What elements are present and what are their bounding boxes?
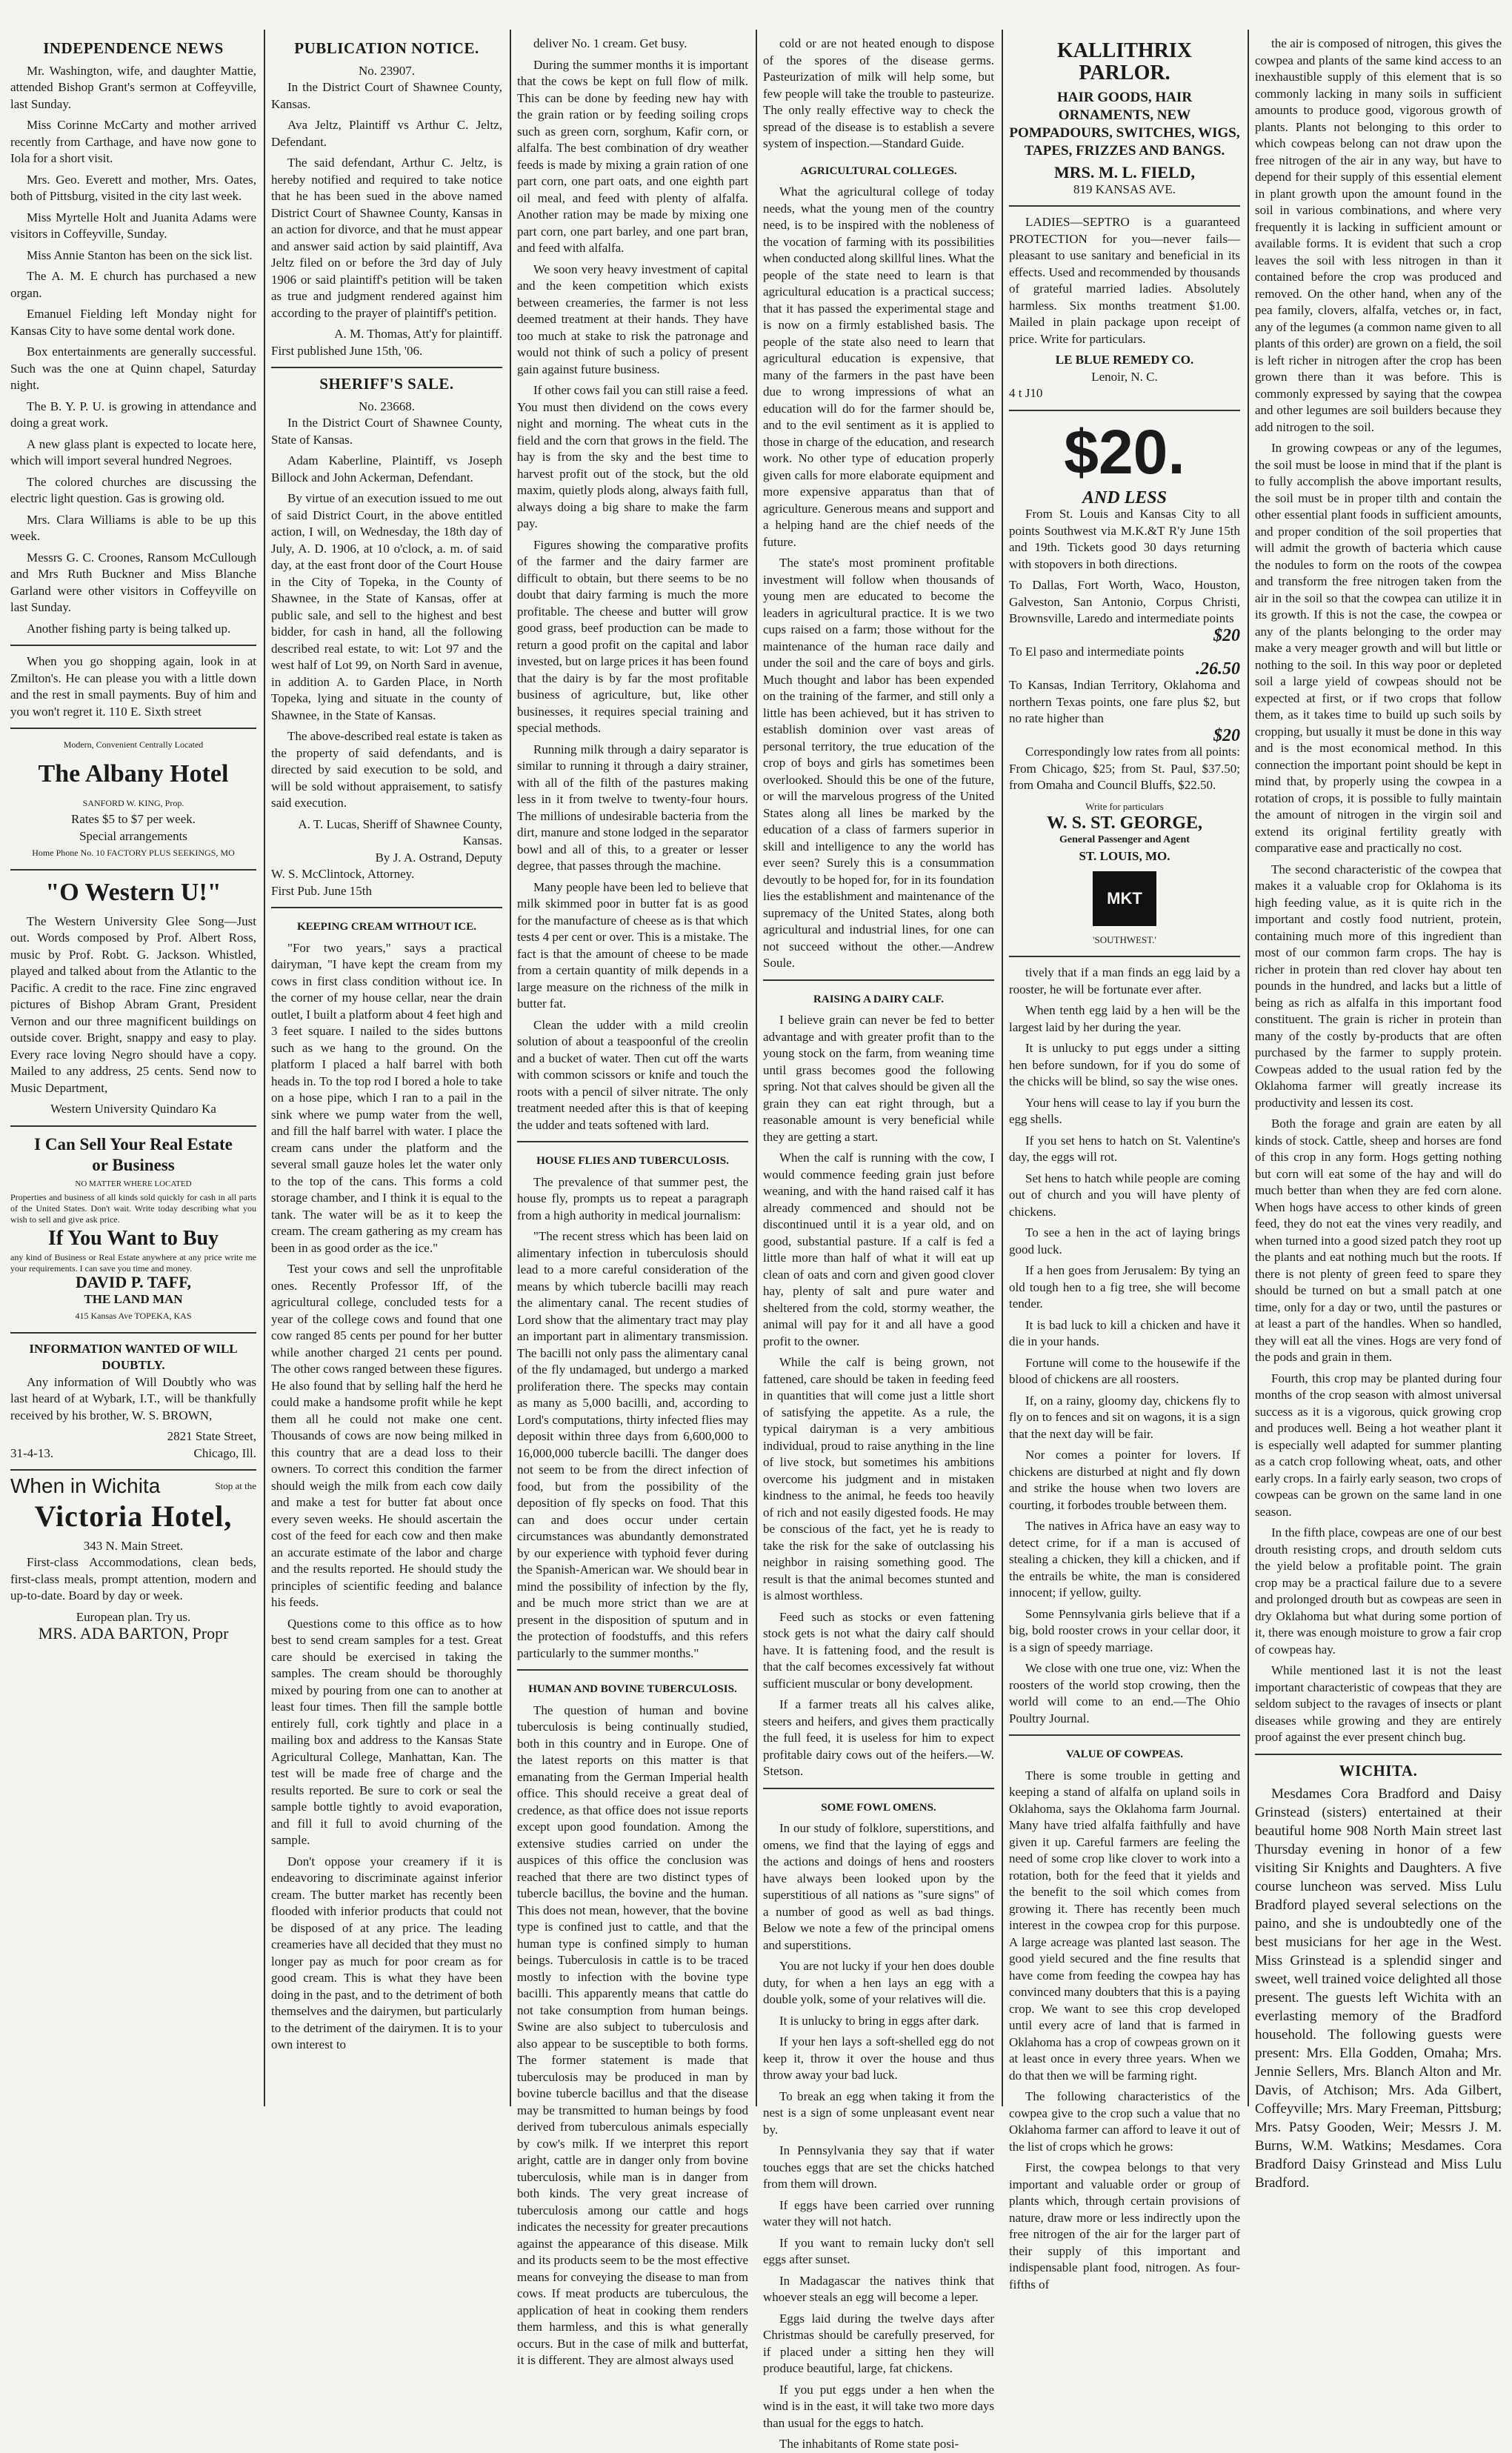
divider xyxy=(1009,956,1240,957)
article-paragraph: You are not lucky if your hen does double duty, for when a hen lays an egg with a double yolk, some of your relatives will die. xyxy=(763,1959,994,2006)
article-paragraph: If a farmer treats all his calves alike, steers and heifers, and gives them practically the full feed, it is useless for him to expect profitable dairy cows out of the heifers.—W. Stetson. xyxy=(763,1697,994,1778)
article-paragraph: I believe grain can never be fed to better advantage and with greater profit than to the young stock on the farm, from weaning time until grass becomes good the following spring. Not that calves should be given all the grain they can eat right through, but a reasonable amount is very beneficial while they are getting a start. xyxy=(763,1013,994,1144)
news-item: Mr. Washington, wife, and daughter Mattie, attended Bishop Grant's sermon at Coffeyville, last Sunday. xyxy=(10,63,256,111)
ad-city: Chicago, Ill. xyxy=(193,1445,256,1460)
ad-code: 31-4-13. xyxy=(10,1445,54,1460)
ad-tagline: Modern, Convenient Centrally Located xyxy=(63,739,204,750)
route-1-price: $20 xyxy=(1213,625,1240,645)
article-paragraph: During the summer months it is important that the cows be kept on full flow of milk. This can be done by feeding new hay with the grain ration or by feeding soiling crops such as green corn, sorghum, Kafir corn, or alfalfa. The best combination of dry weather feeds is made by mixing a grain ration of one part corn, one part oats, and one eighth part oil meal, and feed with plenty of alfalfa. Another ration may be made by mixing one part corn, one part barley, and one part bran, and feed with alfalfa. xyxy=(517,57,748,255)
article-paragraph: The following characteristics of the cowpea give to the crop such a value that no Oklahoma farmer can afford to leave it out of the list of crops which he grows: xyxy=(1009,2089,1240,2154)
ad-address: 343 N. Main Street. xyxy=(83,1538,184,1553)
ad-stop: Stop at the xyxy=(215,1480,256,1491)
column-rule xyxy=(510,30,511,2106)
ad-firm: THE LAND MAN xyxy=(84,1291,183,1306)
ad-title: The Albany Hotel xyxy=(38,759,229,788)
ad-address: 2821 State Street, xyxy=(167,1429,256,1443)
ad-rates: Rates $5 to $7 per week. xyxy=(70,812,196,826)
news-item: Miss Corinne McCarty and mother arrived recently from Carthage, and have now gone to Iola for a short visit. xyxy=(10,118,256,165)
article-paragraph: We soon very heavy investment of capital and the keen competition which exists between creameries, the farmer is not less deemed treatment at their hands. They have too much at stake to risk the patronage and would not think of such a policy of present gain against future business. xyxy=(517,262,748,376)
article-paragraph: the air is composed of nitrogen, this gives the cowpea and plants of the same kind access to an inexhaustible supply of this element that is so commonly lacking in many soils in sufficient amounts to produce good, vigorous growth of plants. Plants not belonging to this order to which cowpeas belong can not draw upon the free nitrogen of the air in any way, but have to depend for their supply of this essential element in plant growth upon the amount found in the soil in various combinations, and where very frequently it is lacking in sufficient amount or available forms. It is evident that such a crop leaves the soil with less nitrogen in than it contained before the crop was produced and removed. On the other hand, when any of the pea family, clovers, alfalfa, vetches or, in fact, any of the legumes (a common name given to all plants of this order) are grown on a field, the soil is left richer in nitrogen after the crop has been grown there than it was before. This is commonly expressed by saying that the cowpea and other legumes are soil builders because they add nitrogen to the soil. xyxy=(1255,36,1502,434)
article-paragraph: "For two years," says a practical dairyman, "I have kept the cream from my cows in first class condition without ice. In the corner of my house cellar, near the drain outlet, I built a platform about 4 feet high and 3 feet square. I nailed to the sides buttons such as we hang to the ground. On the platform I placed a half barrel with both heads in. To the top rod I bored a hole to take on a hose pipe, which I ran to a pail in the sink where we pump water from the well, and fill the half barrel with water. I place the cream cans under the platform and the several small gauze holes let the water only to the top of the cans. This forms a cold storage chamber, and I think it is equal to the tank. The water will be as it to keep the cream. The cream gathering as my cream has been in as good order as the ice." xyxy=(271,940,502,1255)
route-3: To Kansas, Indian Territory, Oklahoma and northern Texas points, one fare plus $2, but no rate higher than xyxy=(1009,678,1240,725)
article-paragraph: Fortune will come to the housewife if the blood of chickens are all roosters. xyxy=(1009,1355,1240,1386)
divider xyxy=(10,869,256,871)
column-6 xyxy=(1255,36,1502,2191)
article-paragraph: The second characteristic of the cowpea that makes it a valuable crop for Oklahoma is its high feeding value, as it is quite rich in the important and costly food nutrient, protein, containing much more of this ingredient than most of our common farm crops. The hay is richer in protein than red clover hay about ten pounds in the hundred, and lacks but a little of being as rich as alfalfa in this important food constituent. The grain is richer in protein than many of the costly by-products that are often purchased by the farmer to supply protein. Cowpeas added to the usual ration fed by the Oklahoma farmer will greatly increase its productivity and lessen its cost. xyxy=(1255,862,1502,1110)
news-item: Box entertainments are generally successful. Such was the one at Quinn chapel, Saturday night. xyxy=(10,345,256,392)
ad-special: Special arrangements xyxy=(79,828,187,843)
article-paragraph: Nor comes a pointer for lovers. If chickens are disturbed at night and fly down and strike the house when two lovers are courting, it forbodes trouble between them. xyxy=(1009,1448,1240,1512)
article-heading: RAISING A DAIRY CALF. xyxy=(813,993,944,1005)
divider xyxy=(271,367,502,368)
notice-attorney: W. S. McClintock, Attorney. xyxy=(271,867,415,881)
song-ad xyxy=(10,878,256,1118)
ad-text: The Western University Glee Song—Just out. Words composed by Prof. Albert Ross, music by Prof. Robt. G. Jackson. Whistled, played and talked about from the Atlantic to the Pacific. A credit to the race. Fine zinc engraved pictures of Bishop Abram Grant, President Vernon and our three magnificent buildings on outside cover. Bright, snappy and easy to play. Every race loving Negro should have a copy. Mailed to any address, 25 cents. Send now to Music Department, xyxy=(10,913,256,1095)
article-heading: KEEPING CREAM WITHOUT ICE. xyxy=(297,921,476,933)
section-heading: SHERIFF'S SALE. xyxy=(319,375,454,393)
divider xyxy=(10,1332,256,1334)
news-item: The A. M. E church has purchased a new organ. xyxy=(10,269,256,300)
column-3 xyxy=(517,36,748,2367)
article-paragraph: While mentioned last it is not the least important characteristic of cowpeas that they are seldom subject to the ravages of insects or plant diseases while growing and they are entirely proof against the ever present chinch bug. xyxy=(1255,1663,1502,1744)
news-item: Emanuel Fielding left Monday night for Kansas City to have some dental work done. xyxy=(10,307,256,338)
divider xyxy=(1009,205,1240,207)
news-item: A new glass plant is expected to locate here, which will import several hundred Negroes. xyxy=(10,436,256,467)
divider xyxy=(517,1669,748,1671)
article-paragraph: If you set hens to hatch on St. Valentine's day, the eggs will rot. xyxy=(1009,1133,1240,1164)
ad-text: First-class Accommodations, clean beds, first-class meals, prompt attention, modern and up-to-date. Board by day or week. xyxy=(10,1555,256,1602)
route-1: To Dallas, Fort Worth, Waco, Houston, Galveston, San Antonio, Corpus Christi, Brownsville, Laredo and intermediate points xyxy=(1009,578,1240,625)
news-item: Messrs G. C. Croones, Ransom McCullough and Mrs Ruth Buckner and Miss Blanche Garland were other visitors in Coffeyville on last Sunday. xyxy=(10,550,256,614)
article-paragraph: In Pennsylvania they say that if water touches eggs that are set the chicks hatched from them will drown. xyxy=(763,2143,994,2191)
news-item: The colored churches are discussing the electric light question. Gas is growing old. xyxy=(10,474,256,505)
column-rule xyxy=(756,30,757,2106)
notice-paragraph: Ava Jeltz, Plaintiff vs Arthur C. Jeltz, Defendant. xyxy=(271,118,502,149)
ad-proprietor: MRS. M. L. FIELD, xyxy=(1053,163,1196,182)
article-heading: AGRICULTURAL COLLEGES. xyxy=(800,164,957,177)
column-1 xyxy=(10,36,256,2103)
ad-proprietor: MRS. ADA BARTON, Propr xyxy=(38,1624,229,1642)
notice-date: First published June 15th, '06. xyxy=(271,343,423,358)
ad-company: LE BLUE REMEDY CO. xyxy=(1055,353,1194,367)
article-paragraph: Clean the udder with a mild creolin solution of about a teaspoonful of the creolin and a bucket of water. Then cut off the warts with common scissors or knife and touch the roots with a pencil of silver nitrate. The only treatment needed after this is that of keeping the udder and teats softened with lard. xyxy=(517,1017,748,1132)
ad-agent-title: General Passenger and Agent xyxy=(1059,833,1190,845)
ad-city: ST. LOUIS, MO. xyxy=(1079,849,1170,863)
ad-slogan: 'SOUTHWEST.' xyxy=(1093,933,1156,945)
article-paragraph: Set hens to hatch while people are coming out of church and you will have plenty of chickens. xyxy=(1009,1171,1240,1219)
ad-name: DAVID P. TAFF, xyxy=(75,1273,192,1291)
article-paragraph: tively that if a man finds an egg laid by a rooster, he will be fortunate ever after. xyxy=(1009,965,1240,996)
ad-proprietor: SANFORD W. KING, Prop. xyxy=(82,797,184,808)
ad-items: HAIR GOODS, HAIR ORNAMENTS, NEW POMPADOURS, SWITCHES, WIGS, TAPES, FRIZZES AND BANGS. xyxy=(1009,90,1240,159)
article-paragraph: Many people have been led to believe that milk skimmed poor in butter fat is as good for the manufacture of cheese as is that which tests 4 per cent or over. This is a mistake. The fact is that the amount of cheese to be made from a certain quantity of milk depends in a large measure on the richness of the milk in butter fat. xyxy=(517,879,748,1011)
ad-title: KALLITHRIX PARLOR. xyxy=(1056,39,1193,84)
divider xyxy=(763,979,994,981)
divider xyxy=(517,1141,748,1142)
article-heading: SOME FOWL OMENS. xyxy=(821,1801,936,1814)
ad-price: $20. xyxy=(1064,416,1185,487)
route-2-price: .26.50 xyxy=(1196,659,1240,679)
news-item: Mrs. Geo. Everett and mother, Mrs. Oates, both of Pittsburg, visited in the city last week. xyxy=(10,172,256,203)
ad-small: NO MATTER WHERE LOCATED xyxy=(75,1179,192,1188)
article-paragraph: "The recent stress which has been laid on alimentary infection in tuberculosis should lead to a more careful consideration of the means by which tubercle bacilli may reach the alimentary canal. The recent studies of Lord show that the alimentary tract may play an important part in alimentary transmission. The bacilli not only pass the alimentary canal of the fly undamaged, but undergo a marked proliferation there. The specks may contain as many as 5,000 bacilli, and, according to Lord's computations, thirty infected flies may deposit within three days from 6,600,000 to 16,000,000 tubercle bacilli. The danger does not seem to be from the direct infection of food, but from the possibility of the deposition of fly specks on food. That this can and does occur under certain circumstances was abundantly demonstrated by our experience with typhoid fever during the Spanish-American war. We should bear in mind the possibility of infection by the fly, and be much more strict than we are at present in the disposition of sputum and in the protection of foodstuffs, and this refers particularly to the summer months." xyxy=(517,1229,748,1660)
article-paragraph: Questions come to this office as to how best to send cream samples for a test. Great care should be exercised in taking the samples. The cream should be thoroughly mixed by pouring from one can to another at least four times. Then fill the sample bottle entirely full, cork tightly and place in a mailing box and address to the Kansas State Agricultural College, Manhattan, Kan. The test will be made free of charge and the results reported. Be sure to cork or seal the sample bottle tightly to avoid evaporation, and fill it full to avoid churning of the sample. xyxy=(271,1616,502,1847)
article-paragraph: While the calf is being grown, not fattened, care should be taken in feeding feed in quantities that will come just a little short of satisfying the appetite. As a rule, the typical dairyman is a very ambitious individual, proud to raise anything in the line of live stock, but sometimes his ambitions overcome his judgment and in mistaken kindness to the animal, he feeds too heavily of rich and not easily digested foods. He may be conscious of the fact, yet he is ready to take the risk for the sake of outclassing his neighbor in raising something good. The result is that the animal becomes stunted and is almost worthless. xyxy=(763,1355,994,1602)
article-paragraph: The inhabitants of Rome state posi- xyxy=(779,2437,959,2451)
article-paragraph: deliver No. 1 cream. Get busy. xyxy=(533,36,687,50)
article-paragraph: When the calf is running with the cow, I would commence feeding grain just before weaning, and with the hand raised calf it has already commenced and should not be discontinued until it is a year old, and on good, substantial pasture. If a calf is fed a little more than half of what it will eat up clean of oats and corn and given good clover hay, plenty of salt and pure water and sheltered from the cold, stormy weather, the animal will pay for it and all have a good profit to the owner. xyxy=(763,1151,994,1348)
article-paragraph: Feed such as stocks or even fattening stock gets is not what the dairy calf should have. It is fattening food, and the result is that the calf becomes excessively fat without sufficient muscular or bony development. xyxy=(763,1609,994,1691)
article-paragraph: Eggs laid during the twelve days after Christmas should be carefully preserved, for if placed under a sitting hen they will produce beautiful, large, fat chickens. xyxy=(763,2311,994,2375)
notice-number: No. 23907. xyxy=(358,63,416,78)
article-paragraph: The state's most prominent profitable investment will follow when thousands of young men are educated to become the leaders in agricultural practice. It is we two cups raised on a farm; those without for the maintenance of the human race daily and under the soil and the care of boys and girls. Much thought and labor has been expended on the training of the farmer, and still only a little has been achieved, but it has striven to establish dominion over vast areas of personal territory, the true education of the crop of boys and girls has sometimes been overlooked. Should this be one of the future, or will the marvelous progress of the United States along all lines be marked by the education of a class of farmers superior in skill and intelligence to any the world has ever seen? Surely this is a consummation devoutly to be hoped for, for in its foundation lies the establishment and maintenance of the supremacy of the United States, along both agricultural and industrial lines, for one can not succeed without the other.—Andrew Soule. xyxy=(763,556,994,970)
notice-paragraph: Adam Kaberline, Plaintiff, vs Joseph Billock and John Ackerman, Defendant. xyxy=(271,453,502,485)
news-item: The B. Y. P. U. is growing in attendance and doing a great work. xyxy=(10,399,256,430)
ad-title: Victoria Hotel, xyxy=(34,1499,233,1533)
divider xyxy=(10,728,256,729)
section-heading: INDEPENDENCE NEWS xyxy=(43,39,224,57)
mkt-logo-icon: MKT xyxy=(1093,871,1156,926)
victoria-hotel-ad xyxy=(10,1474,256,1642)
ad-code: 4 t J10 xyxy=(1009,386,1043,400)
notice-deputy: By J. A. Ostrand, Deputy xyxy=(375,850,502,865)
article-paragraph: The prevalence of that summer pest, the house fly, prompts us to repeat a paragraph from a high authority in medical journalism: xyxy=(517,1174,748,1222)
news-item: Another fishing party is being talked up. xyxy=(27,621,231,636)
notice-signature: A. M. Thomas, Att'y for plaintiff. xyxy=(334,327,502,341)
article-paragraph: Both the forage and grain are eaten by all kinds of stock. Cattle, sheep and horses are fond of this crop in any form. Hogs getting nothing but corn will eat some of the hay and will do much better than when they are fed corn alone. When hogs have access to other kinds of green feed, they do not eat the vines very readily, and when turned into a good sized patch they root up the plants and eat nothing much but the roots. If there is not plenty of green feed to spare they should be turned on but a small patch at one time, only for a day or two, until the pastures or at least a part of the handles. When so handled, they will eat all the vines. Hogs are very fond of the pods and grain in them. xyxy=(1255,1116,1502,1364)
ad-write: Write for particulars xyxy=(1085,800,1164,812)
article-paragraph: There is some trouble in getting and keeping a stand of alfalfa on upland soils in Oklahoma, says the Oklahoma farm Journal. Many have tried alfalfa faithfully and have given it up. Careful farmers are feeling the need of some crop like clover to work into a rotation, both for the feed that it yields and the benefit to the soil which comes from growing it. There has recently been much interest in the cowpea crop for this purpose. A large acreage was planted last season. The good yield secured and the fine results that have come from feeding the cowpea hay has convinced many doubters that this is a paying crop. We want to see this crop developed until every acre of land that is farmed in Oklahoma has a crop of cowpeas grown on it at least once in every three years. When we do that then we will be farming right. xyxy=(1009,1768,1240,2083)
article-paragraph: Test your cows and sell the unprofitable ones. Recently Professor Iff, of the agricultural college, concluded tests for a year of the college cows and found that one cow ranged 85 cents per pound for her butter while another charged 21 cents per pound. The other cows ranged between these figures. He also found that by selling half the herd he could make a handsome profit while he kept them all he could not make one cent. Thousands of cows are now being milked in this country that are a dead loss to their owners. To correct this condition the farmer should weigh the milk from each cow daily and make a test for butter fat about once every seven weeks. He should ascertain the cost of the feed for each cow and then make an accurate estimate of the labor and charge and the results reported. He should study the principles of scientific feeding and balance his feeds. xyxy=(271,1262,502,1609)
article-paragraph: To see a hen in the act of laying brings good luck. xyxy=(1009,1225,1240,1257)
notice-paragraph: In the District Court of Shawnee County, State of Kansas. xyxy=(271,416,502,447)
column-2 xyxy=(271,36,502,2103)
article-paragraph: The natives in Africa have an easy way to detect crime, for if a man is accused of stealing a chicken, they kill a chicken, and if the entrails be white, the man is considered innocent; if yellow, guilty. xyxy=(1009,1519,1240,1600)
zmilton-ad: When you go shopping again, look in at Zmilton's. He can please you with a little down and the rest in small payments. Buy of him and you won't regret it. 110 E. Sixth street xyxy=(10,654,256,719)
notice-paragraph: The said defendant, Arthur C. Jeltz, is hereby notified and required to take notice that he has been sued in the above named District Court of Shawnee County, Kansas in an action for divorce, and that he must appear and answer said action by said plaintiff, Ava Jeltz filed on or before the 3rd day of July 1906 or said plaintiff's petition will be taken as true and judgment rendered against him according to the prayer of plaintiff's petition. xyxy=(271,156,502,320)
ad-text: Correspondingly low rates from all points: From Chicago, $25; from St. Paul, $37.50; from Omaha and Council Bluffs, $22.50. xyxy=(1009,745,1240,792)
column-5 xyxy=(1009,36,1240,2291)
ad-title-2: or Business xyxy=(92,1155,175,1174)
notice-signature: A. T. Lucas, Sheriff of Shawnee County, Kansas. xyxy=(298,816,502,848)
ad-address: Western University Quindaro Ka xyxy=(50,1102,216,1116)
ad-text: From St. Louis and Kansas City to all points Southwest via M.K.&T R'y June 15th and 19th. Tickets good 30 days returning with stopovers in both directions. xyxy=(1009,507,1240,571)
article-paragraph: It is bad luck to kill a chicken and have it die in your hands. xyxy=(1009,1317,1240,1348)
divider xyxy=(1009,1734,1240,1736)
article-paragraph: Fourth, this crop may be planted during four months of the crop season with almost universal success as it is a vigorous, quick growing crop and produces well. Being a hot weather plant it is especially well adapted for summer planting as a catch crop following wheat, oats, and other early crops. In a fairly early season, two crops of cowpeas can be grown on the same land in one season. xyxy=(1255,1371,1502,1519)
ad-address: Lenoir, N. C. xyxy=(1091,369,1158,384)
article-paragraph: Some Pennsylvania girls believe that if a big, bold rooster crows in your cellar door, it is a sign of speedy marriage. xyxy=(1009,1606,1240,1654)
notice-paragraph: The above-described real estate is taken as the property of said defendants, and is directed by said execution to be sold, and will be sold without appraisement, to satisfy said execution. xyxy=(271,729,502,810)
ad-address: 819 KANSAS AVE. xyxy=(1073,182,1176,196)
ad-address: 415 Kansas Ave TOPEKA, KAS xyxy=(75,1311,192,1321)
notice-paragraph: In the District Court of Shawnee County, Kansas. xyxy=(271,80,502,111)
albany-hotel-ad xyxy=(10,736,256,862)
ad-phone: Home Phone No. 10 FACTORY PLUS SEEKINGS, MO xyxy=(32,848,235,858)
article-paragraph: What the agricultural college of today needs, what the young men of the country need, is to be inspired with the nobleness of the vocation of farming with its possibilities when conducted along skillful lines. What the people of the state need to learn is that agricultural education is a practical success; that it has passed the experimental stage and is now on a firmly established basis. The people of the state also need to learn that agricultural education is expensive, that many of the farmers in the past have been due to wrong impressions of what an education will do for the farmer should be, and to the evil sentiment as it is applied to those in charge of the education, and research work. No other type of education properly given calls for more elaborate equipment and more expensive apparatus than that of agriculture. Generous means and support and a helping hand are the chief needs of the future. xyxy=(763,184,994,549)
notice-paragraph: By virtue of an execution issued to me out of said District Court, in the above entitled action, I will, on Wednesday, the 18th day of July, A. D. 1906, at 10 o'clock, a. m. of said day, at the east front door of the Court House in the City of Topeka, in the County of Shawnee, in the State of Kansas, offer at public sale, and sell to the highest and best bidder, for cash in hand, all the following described real estate, to wit: Lot 97 and the west half of Lot 99, on North Sard in avenue, in addition A. to Garden Place, in North Topeka, lying and situate in the county of Shawnee, in the State of Kansas. xyxy=(271,491,502,722)
article-paragraph: Figures showing the comparative profits of the farmer and the dairy farmer are difficult to obtain, but there seems to be no doubt that dairy farming is much the more profitable. The cheese and butter will grow good grass, beef production can be made to return a good profit on the capital and labor invested, but on large prices it has been found that the dairy is by far the most profitable business of agriculture, but, like other businesses, it requires special training and special methods. xyxy=(517,537,748,735)
column-rule xyxy=(1248,30,1249,2106)
article-paragraph: If other cows fail you can still raise a feed. You must then dividend on the cows every night and morning. The wheat cuts in the field and the corn that grows in the field. The hay is from the sky and the best time to harvest profit out of the stock, but the old maxim, quietly plods along, always faith full, always doing a big share to make the farm pay. xyxy=(517,383,748,530)
ad-text: LADIES—SEPTRO is a guaranteed PROTECTION for you—never fails—pleasant to use sanitary and beneficial in its effects. Used and recommended by thousands of grateful married ladies. Absolutely harmless. Six months treatment $1.00. Mailed in plain package upon receipt of price. Write for particulars. xyxy=(1009,215,1240,346)
article-heading: HUMAN AND BOVINE TUBERCULOSIS. xyxy=(528,1683,737,1695)
article-paragraph: If, on a rainy, gloomy day, chickens fly to fly on to fences and sit on wagons, it is a sign that the next day will be fair. xyxy=(1009,1393,1240,1441)
ad-text: Any information of Will Doubtly who was last heard of at Wybark, I.T., will be thankfully received by his brother, W. S. BROWN, xyxy=(10,1374,256,1422)
notice-number: No. 23668. xyxy=(358,399,416,413)
wichita-item: Mesdames Cora Bradford and Daisy Grinstead (sisters) entertained at their beautiful home 908 North Main street last Thursday evening in honor of a few visiting Sir Knights and Daughters. A five course luncheon was served. Miss Lulu Bradford played several selections on the paino, and she is undoubtedly one of the best musicians for her age in the West. Miss Grinstead is a splendid singer and sweet, well trained voice delighted all those present. The guests left Wichita with an everlasting memory of the Bradford household. The following guests were present: Mrs. Ella Godden, Omaha; Mrs. Jennie Sellers, Mrs. Blanch Alton and Mr. Davis, of Atchison; Mrs. Ada Gilbert, Coffeyville; Mrs. Mary Freeman, Pittsburg; Mrs. Patsy Gooden, Weir; Messrs J. M. Burns, W.M. Watkins; Mesdames. Cora Bradford Daisy Grinstead and Miss Lulu Bradford. xyxy=(1255,1786,1502,2191)
route-3-price: $20 xyxy=(1213,725,1240,745)
article-paragraph: It is unlucky to bring in eggs after dark. xyxy=(779,2013,979,2028)
article-paragraph: If you put eggs under a hen when the wind is in the east, it will take two more days than usual for the eggs to hatch. xyxy=(763,2382,994,2430)
article-paragraph: Running milk through a dairy separator is similar to running it through a dairy strainer, with all of the filth of the pastures making less in it from twelve to twenty-four hours. The millions of undesirable bacteria from the dirt, manure and stone lodged in the separator bowl and all of this, to a greater or lesser degree, that passes through the machine. xyxy=(517,742,748,873)
news-item: Miss Annie Stanton has been on the sick list. xyxy=(27,247,253,262)
column-4 xyxy=(763,36,994,2451)
information-wanted xyxy=(10,1341,256,1462)
article-paragraph: When tenth egg laid by a hen will be the largest laid by her during the year. xyxy=(1009,1003,1240,1034)
ad-title: INFORMATION WANTED OF WILL DOUBTLY. xyxy=(29,1341,238,1372)
article-paragraph: It is unlucky to put eggs under a sitting hen before sundown, for if you do some of the chicks will be blind, so say the wise ones. xyxy=(1009,1041,1240,1088)
article-paragraph: First, the cowpea belongs to that very important and valuable order or group of plants which, through certain provisions of nature, draw more or less indirectly upon the free nitrogen of the air for the larger part of their supply of this important and indispensable plant food, nitrogen. As four-fifths of xyxy=(1009,2160,1240,2291)
article-paragraph: We close with one true one, viz: When the roosters of the world stop crowing, then the world will come to an end.—The Ohio Poultry Journal. xyxy=(1009,1661,1240,1725)
news-item: Mrs. Clara Williams is able to be up this week. xyxy=(10,512,256,543)
divider xyxy=(271,907,502,908)
article-paragraph: If eggs have been carried over running water they will not hatch. xyxy=(763,2197,994,2229)
divider xyxy=(763,1788,994,1789)
article-paragraph: cold or are not heated enough to dispose of the spores of the disease germs. Pasteurization of milk will help some, but few people will take the trouble to pasteurize. The only really effective way to check the spread of the disease is to establish a severe system of inspection.—Standard Guide. xyxy=(763,36,994,150)
ad-title: I Can Sell Your Real Estate xyxy=(34,1134,233,1154)
article-paragraph: The question of human and bovine tuberculosis is being continually studied, both in this country and in Europe. One of the latest reports on this matter is that emanating from the German Imperial health office. This should receive a great deal of credence, as that office does not issue reports except upon good foundation. Among the extensive studies carried on under the auspices of this office the conclusion was reached that there are two distinct types of tubercle bacillus, the bovine and the human. This does not mean, however, that the bovine type is confined just to cattle, and that the human type is confined simply to human beings. Tuberculosis in cattle is to be traced mostly to infection with the bovine type bacilli. This apparently means that cattle do not take consumption from human beings. Swine are also subject to tuberculosis and also appear to be susceptible to both forms. The former statement is made that tuberculosis may be produced in man by bovine tubercle bacillus and that the disease may be transmitted to human beings by food derived from tuberculous animals especially by cow's milk. If we interpret this report aright, cattle are in danger only from bovine tuberculosis, while man is in danger from both kinds. The very great increase of tuberculosis among our cattle and hogs indicates the necessity for greater precautions against the appearance of this disease. Milk and its products seem to be the most effective means for conveying the disease to man from cows. If meat products are tuberculous, the application of heat in cooking them renders them harmless, and this is what generally occurs. But in the case of milk and butterfat, it is different. They are almost always used xyxy=(517,1703,748,2367)
ad-lead: When in Wichita xyxy=(10,1474,161,1497)
article-paragraph: If a hen goes from Jerusalem: By tying an old tough hen to a fig tree, she will become tender. xyxy=(1009,1263,1240,1311)
divider xyxy=(10,1469,256,1471)
article-paragraph: If you want to remain lucky don't sell eggs after sunset. xyxy=(763,2235,994,2266)
news-item: Miss Myrtelle Holt and Juanita Adams were visitors in Coffeyville, Sunday. xyxy=(10,210,256,241)
article-paragraph: Don't oppose your creamery if it is endeavoring to discriminate against inferior cream. The butter market has recently been flooded with inferior products that could not be disposed of at any price. The leading creameries have all decided that they must no longer pay as much for poor cream as for good cream. This is what they have been doing in the past, and to the detriment of both themselves and the dairymen, but particularly to the detriment of the dairymen. It is to your own interest to xyxy=(271,1854,502,2051)
article-paragraph: In the fifth place, cowpeas are one of our best drouth resisting crops, and drouth seldom cuts the yield below a profitable point. The grain crop may be a practical failure due to a severe and prolonged drouth but as cowpeas are seen in dry Oklahoma but what during some portion of it, there was enough moisture to grow a fair crop of cowpeas hay. xyxy=(1255,1525,1502,1657)
divider xyxy=(10,645,256,646)
ad-title: "O Western U!" xyxy=(45,878,222,906)
ad-text: any kind of Business or Real Estate anywhere at any price write me your requirements. I can save you time and money. xyxy=(10,1252,256,1274)
article-paragraph: In Madagascar the natives think that whoever steals an egg will become a leper. xyxy=(763,2273,994,2304)
article-paragraph: If your hen lays a soft-shelled egg do not keep it, throw it over the house and thus throw away your bad luck. xyxy=(763,2034,994,2082)
divider xyxy=(1255,1754,1502,1755)
column-rule xyxy=(1002,30,1003,2106)
ad-plan: European plan. Try us. xyxy=(76,1609,191,1624)
article-paragraph: In growing cowpeas or any of the legumes, the soil must be loose in mind that if the plant is to fully accomplish the above important results, the soil must be in proper tilth and contain the other essential plant foods in sufficient amounts, and proper condition of the soil properties that will admit the growth of bacteria which cause the nodules to form on the roots of the cowpea and transform the free nitrogen taken from the air in the soil so that the cowpea can utilize it in its growth. If this is not the case, the cowpea or any of the plants belonging to the order may make a very meager growth and will but little or nothing to the soil. In this way poor or depleted soil a large yield of cowpeas should not be expected at first, or if two crops that follow them, as it takes time to build up such soils by cropping, but usually it must be done in this way and is the most economical method. In this connection the important point should be kept in mind that, by properly using the cowpea in a rotation of crops, it is possible to fully maintain the amount of nitrogen in the virgin soil and extend its original fertility greatly with comparative ease and practically no cost. xyxy=(1255,441,1502,855)
divider xyxy=(1009,410,1240,411)
section-heading: WICHITA. xyxy=(1339,1761,1418,1780)
route-2: To El paso and intermediate points xyxy=(1009,645,1185,659)
article-paragraph: In our study of folklore, superstitions, and omens, we find that the laying of eggs and the actions and doings of hens and roosters have always been looked upon by the superstitious of all nations as "sure signs" of a number of good as well as bad things. Below we note a few of the principal omens and superstitions. xyxy=(763,1821,994,1952)
notice-date: First Pub. June 15th xyxy=(271,883,373,898)
article-paragraph: Your hens will cease to lay if you burn the egg shells. xyxy=(1009,1095,1240,1126)
column-rule xyxy=(264,30,265,2106)
ad-agent-name: W. S. ST. GEORGE, xyxy=(1046,813,1203,833)
septro-ad xyxy=(1009,214,1240,402)
divider xyxy=(10,1125,256,1127)
katy-railway-ad xyxy=(1009,416,1240,949)
section-heading: PUBLICATION NOTICE. xyxy=(294,39,479,57)
article-paragraph: To break an egg when taking it from the nest is a sign of some unpleasant event near by. xyxy=(763,2088,994,2137)
ad-subtitle: AND LESS xyxy=(1082,487,1168,507)
article-heading: HOUSE FLIES AND TUBERCULOSIS. xyxy=(536,1155,729,1167)
real-estate-ad xyxy=(10,1134,256,1325)
ad-buy-title: If You Want to Buy xyxy=(47,1227,219,1250)
ad-text: Properties and business of all kinds sold quickly for cash in all parts of the United States. Don't wait. Write today describing what you wish to sell and give ask price. xyxy=(10,1192,256,1225)
kallithrix-parlor-ad xyxy=(1009,40,1240,198)
article-heading: VALUE OF COWPEAS. xyxy=(1066,1748,1183,1760)
